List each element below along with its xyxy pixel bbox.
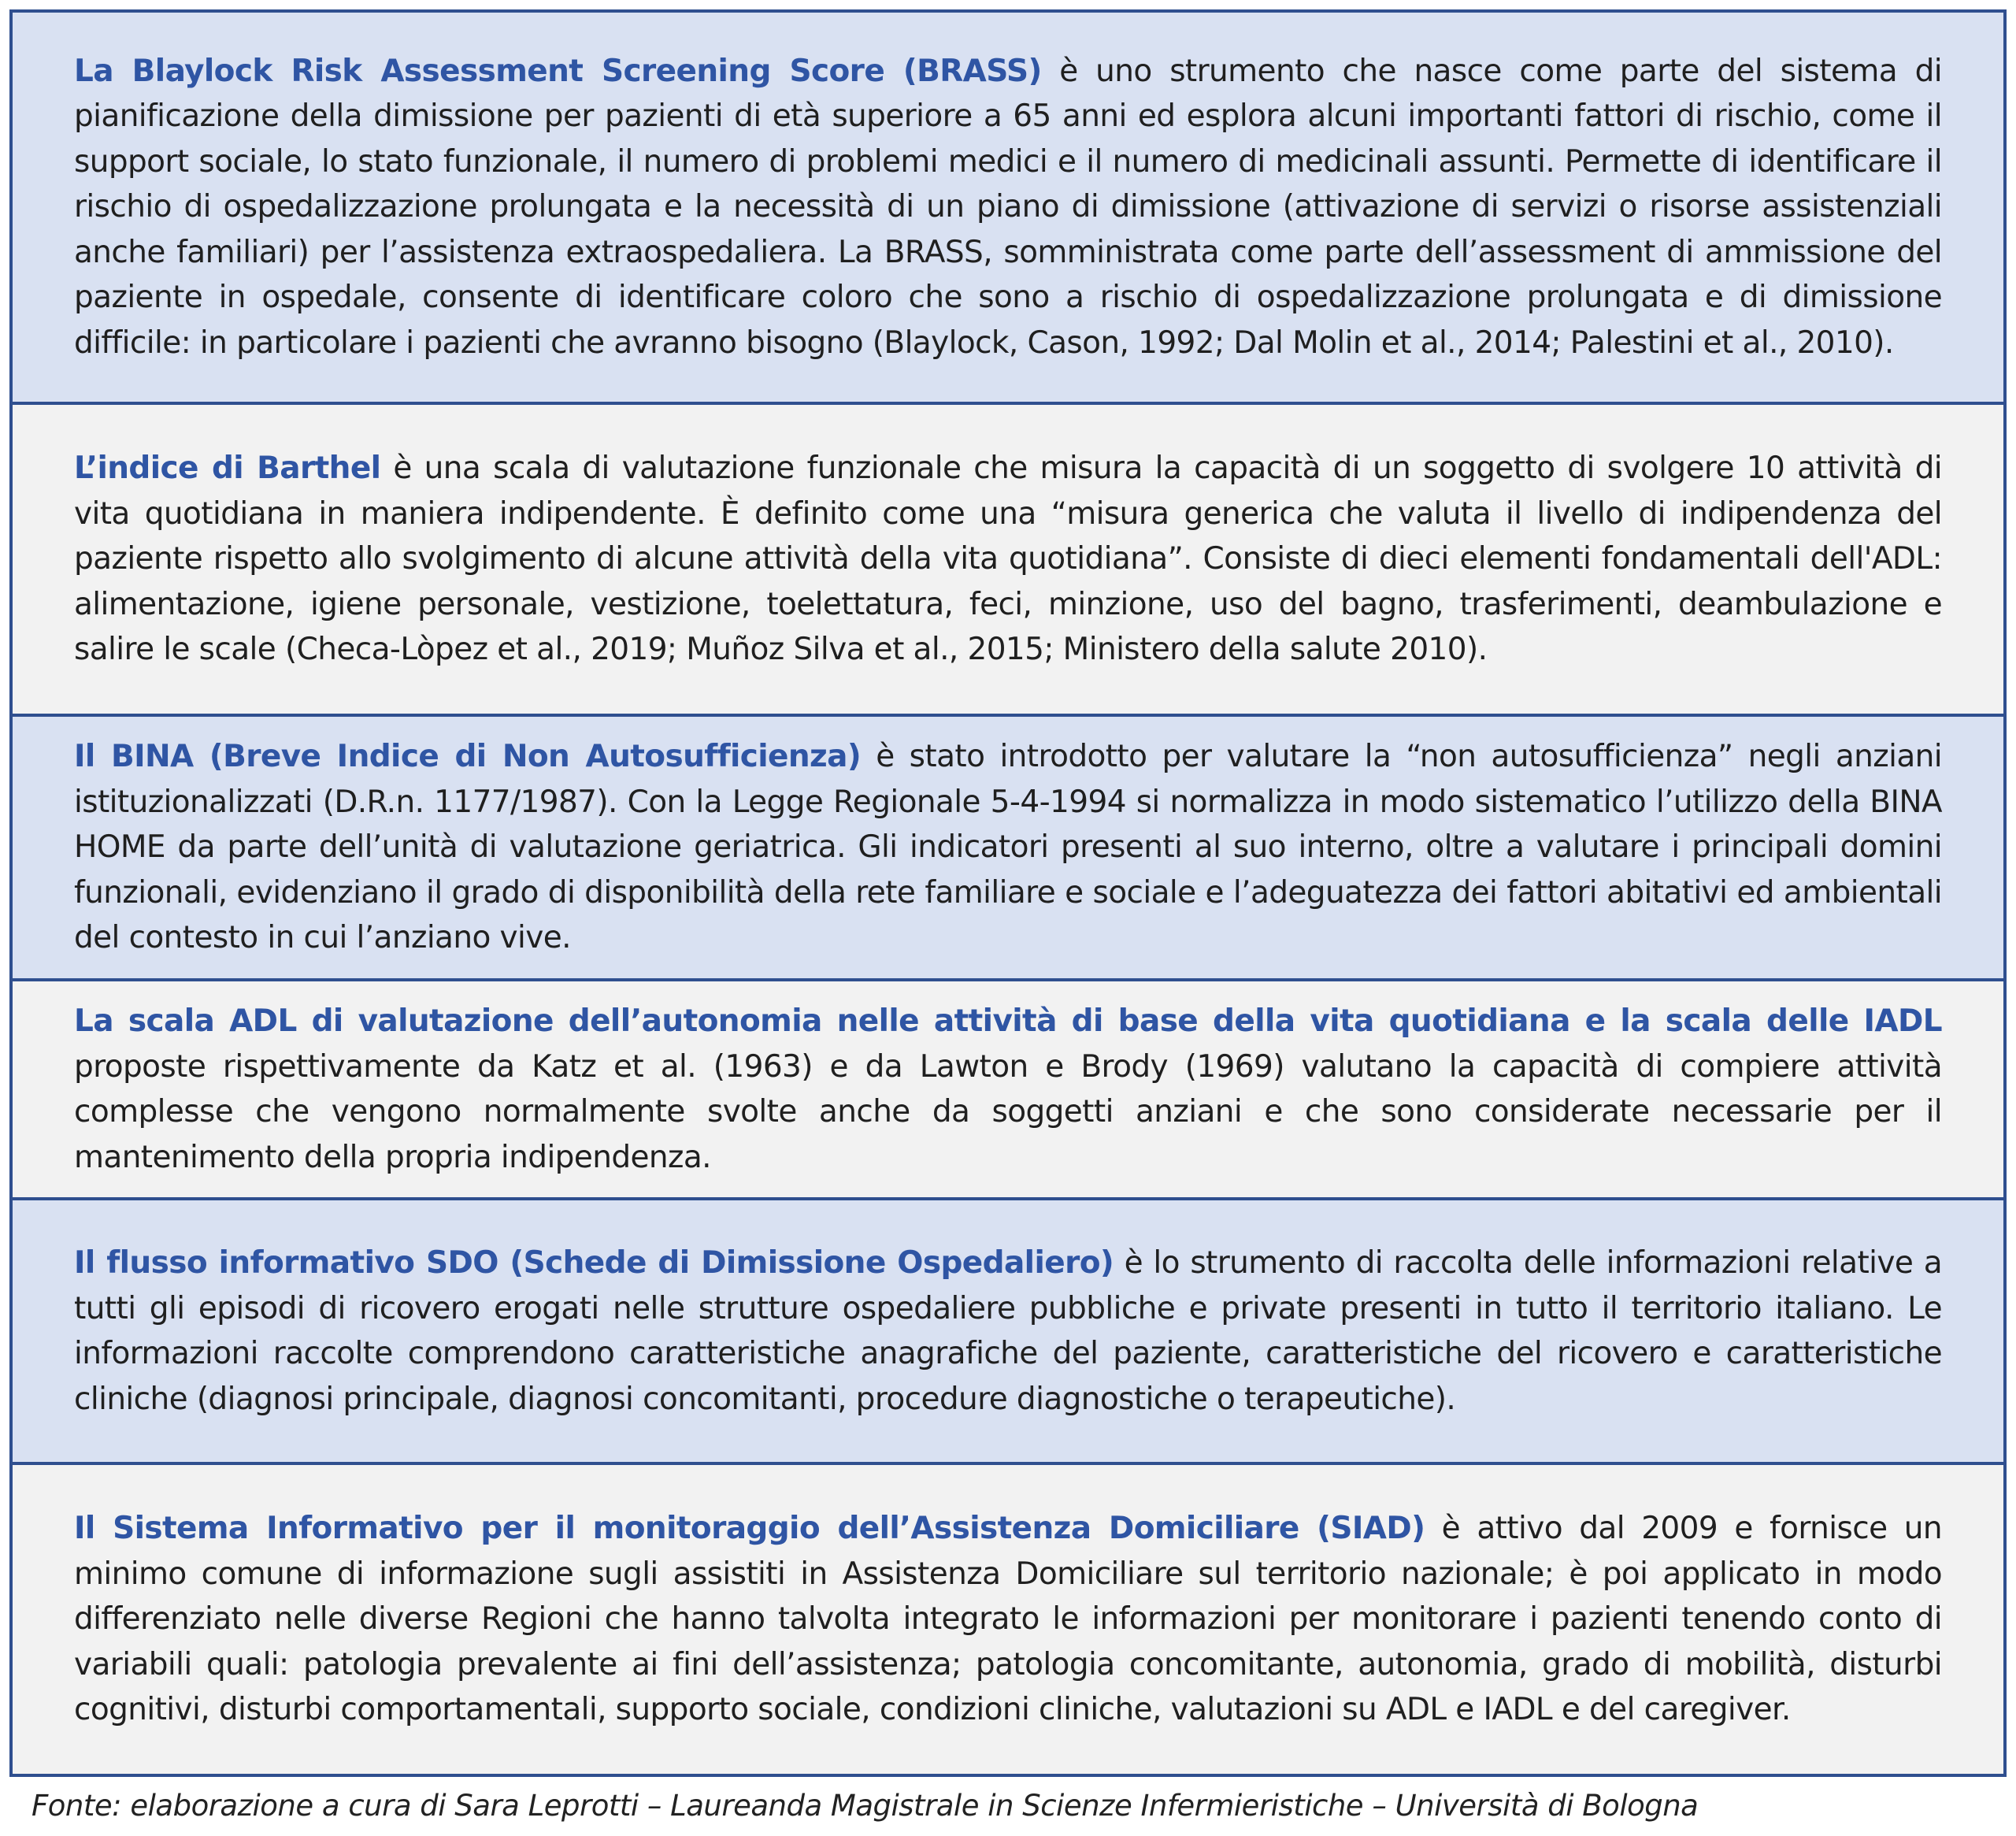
row-text xyxy=(74,1241,1942,1422)
source-caption: Fonte: elaborazione a cura di Sara Leprotti – Laureanda Magistrale in Scienze Infermieristiche – Università di Bologna xyxy=(32,1789,1699,1823)
row-description: è uno strumento che nasce come parte del sistema di pianificazione della dimissione per pazienti di età superiore a 65 anni ed esplora alcuni importanti fattori di rischio, come il support sociale, lo stato funzionale, il numero di problemi medici e il numero di medicinali assunti. Permette di identificare il rischio di ospedalizzazione prolungata e la necessità di un piano di dimissione (attivazione di servizi o risorse assistenziali anche familiari) per l’assistenza extraospedaliera. La BRASS, somministrata come parte dell’assessment di ammissione del paziente in ospedale, consente di identificare coloro che sono a rischio di ospedalizzazione prolungata e di dimissione difficile: in particolare i pazienti che avranno bisogno (Blaylock, Cason, 1992; Dal Molin et al., 2014; Palestini et al., 2010). xyxy=(74,53,1942,361)
row-term: L’indice di Barthel xyxy=(74,451,381,487)
row-bina xyxy=(13,714,2003,978)
row-sdo xyxy=(13,1197,2003,1462)
row-description: è stato introdotto per valutare la “non autosufficienza” negli anziani istituzionalizzati (D.R.n. 1177/1987). Con la Legge Regionale 5-4-1994 si normalizza in modo sistematico l’utilizzo della BINA HOME da parte dell’unità di valutazione geriatrica. Gli indicatori presenti al suo interno, oltre a valutare i principali domini funzionali, evidenziano il grado di disponibilità della rete familiare e sociale e l’adeguatezza dei fattori abitativi ed ambientali del contesto in cui l’anziano vive. xyxy=(74,739,1942,956)
row-term: La scala ADL di valutazione dell’autonomia nelle attività di base della vita quotidiana e la scala delle IADL xyxy=(74,1003,1942,1039)
row-text xyxy=(74,734,1942,961)
row-description: proposte rispettivamente da Katz et al. (1963) e da Lawton e Brody (1969) valutano la capacità di compiere attività complesse che vengono normalmente svolte anche da soggetti anziani e che sono considerate necessarie per il mantenimento della propria indipendenza. xyxy=(74,1048,1942,1175)
row-siad xyxy=(13,1462,2003,1774)
row-description: è lo strumento di raccolta delle informazioni relative a tutti gli episodi di ricovero erogati nelle strutture ospedaliere pubbliche e private presenti in tutto il territorio italiano. Le informazioni raccolte comprendono caratteristiche anagrafiche del paziente, caratteristiche del ricovero e caratteristiche cliniche (diagnosi principale, diagnosi concomitanti, procedure diagnostiche o terapeutiche). xyxy=(74,1245,1943,1417)
tools-table xyxy=(9,9,2007,1777)
row-text xyxy=(74,1506,1942,1733)
row-description: è una scala di valutazione funzionale che misura la capacità di un soggetto di svolgere 10 attività di vita quotidiana in maniera indipendente. È definito come una “misura generica che valuta il livello di indipendenza del paziente rispetto allo svolgimento di alcune attività della vita quotidiana”. Consiste di dieci elementi fondamentali dell'ADL: alimentazione, igiene personale, vestizione, toelettatura, feci, minzione, uso del bagno, trasferimenti, deambulazione e salire le scale (Checa-Lòpez et al., 2019; Muñoz Silva et al., 2015; Ministero della salute 2010). xyxy=(74,451,1942,668)
row-term: Il flusso informativo SDO (Schede di Dimissione Ospedaliero) xyxy=(74,1245,1114,1281)
row-description: è attivo dal 2009 e fornisce un minimo comune di informazione sugli assistiti in Assistenza Domiciliare sul territorio nazionale; è poi applicato in modo differenziato nelle diverse Regioni che hanno talvolta integrato le informazioni per monitorare i pazienti tenendo conto di variabili quali: patologia prevalente ai fini dell’assistenza; patologia concomitante, autonomia, grado di mobilità, disturbi cognitivi, disturbi comportamentali, supporto sociale, condizioni cliniche, valutazioni su ADL e IADL e del caregiver. xyxy=(74,1511,1942,1728)
row-barthel xyxy=(13,402,2003,714)
row-adl-iadl xyxy=(13,978,2003,1197)
row-text xyxy=(74,49,1942,366)
row-term: Il Sistema Informativo per il monitoraggio dell’Assistenza Domiciliare (SIAD) xyxy=(74,1511,1425,1547)
row-text xyxy=(74,999,1942,1180)
row-term: La Blaylock Risk Assessment Screening Score (BRASS) xyxy=(74,53,1042,89)
row-brass xyxy=(13,13,2003,402)
row-text xyxy=(74,446,1942,673)
row-term: Il BINA (Breve Indice di Non Autosufficienza) xyxy=(74,739,862,775)
